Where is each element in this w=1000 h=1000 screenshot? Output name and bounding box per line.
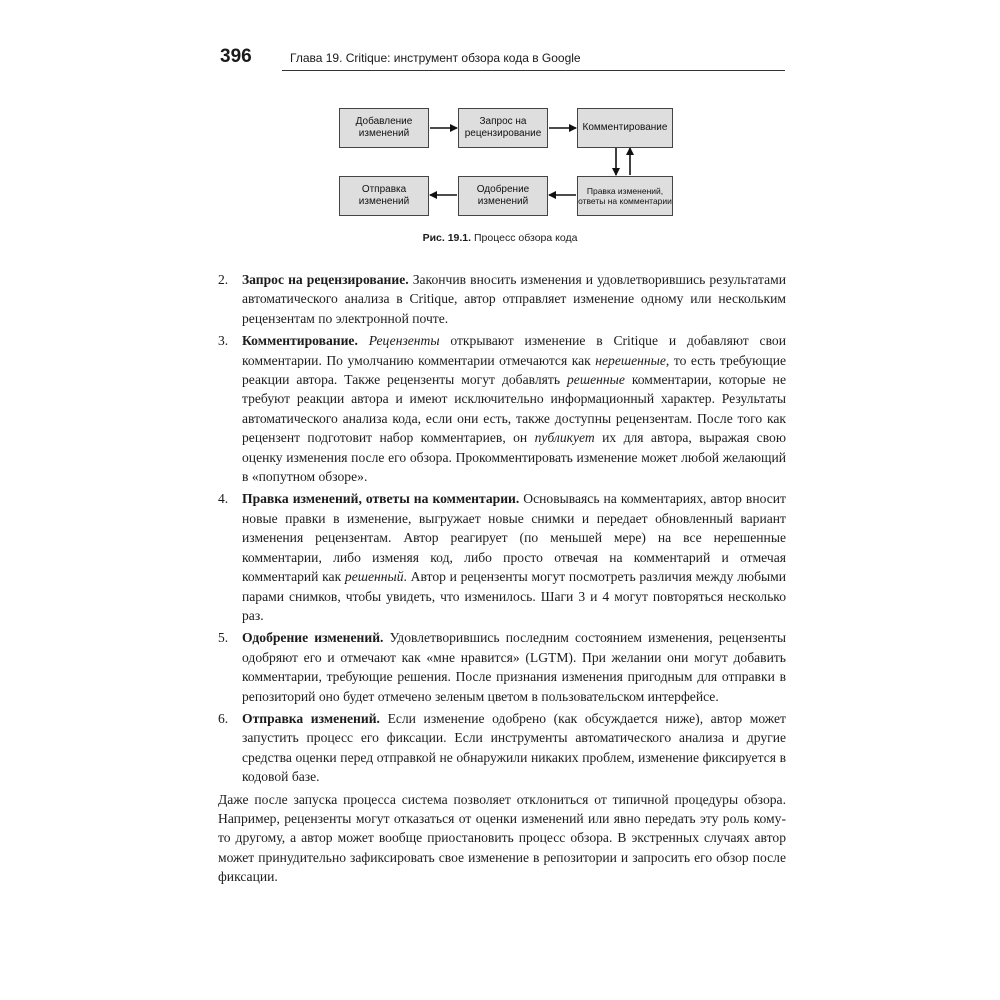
list-item-heading: Правка изменений, ответы на комментарии. [242,491,520,507]
list-item-heading: Одобрение изменений. [242,630,384,646]
list-item-number: 6. [218,710,229,726]
list-item [218,331,786,486]
list-item [218,489,786,625]
steps-list [218,270,786,787]
list-item-number: 4. [218,491,229,507]
list-item-text: комментарии, которые не требуют реакции автора и имеют исключительно информационный характер. Результаты автоматического анализа кода, если они есть, также доступны рецензентам. После того как рецензент подготовит набор комментариев, он [242,372,786,446]
emphasized-term: нерешенные [595,352,666,368]
list-item [218,628,786,706]
box-add-changes: Добавление изменений [339,108,429,148]
box-review-request: Запрос на рецензирование [458,108,548,148]
list-item-number: 2. [218,272,229,287]
body-text [218,270,786,887]
emphasized-term: Рецензенты [368,333,440,349]
list-item-text: Закончив вносить изменения и удовлетворившись результатами автоматического анализа в Critique, автор отправляет изменение одному или нескольким рецензентам по электронной почте. [242,272,786,326]
list-item-text: Основываясь на комментариях, автор вносит новые правки в изменение, выгружает новые снимки и передает обновленный вариант изменения рецензентам. Автор реагирует (по меньшей мере) на все нерешенные комментарии, либо изменяя код, либо просто отвечая на комментарий и отмечая комментарий как [242,491,786,585]
list-item-text: . Автор и рецензенты могут посмотреть различия между любыми парами снимков, чтобы увидеть, что изменилось. Шаги 3 и 4 могут повторяться несколько раз. [242,569,786,623]
running-title: Глава 19. Critique: инструмент обзора кода в Google [290,51,581,65]
list-item-text: , то есть требующие реакции автора. Также рецензенты могут добавлять [242,352,787,388]
list-item-text: Если изменение одобрено (как обсуждается ниже), автор может запустить процесс его фиксации. Если инструменты автоматического анализа и другие средства оценки перед отправкой не обнаружили никаких проблем, изменение фиксируется в кодовой базе. [242,710,786,785]
box-fix-changes: Правка изменений, ответы на комментарии [577,176,673,216]
header-rule [282,70,785,71]
list-item-text [358,333,369,348]
page-number: 396 [220,46,252,67]
closing-paragraph: Даже после запуска процесса система позволяет отклониться от типичной процедуры обзора. Например, рецензенты могут отказаться от оценки изменений или явно передать эту роль кому-то другому, а автор может вообще приостановить процесс обзора. В экстренных случаях автор может принудительно зафиксировать свое изменение в репозитории и запросить его обзор после фиксации. [218,791,786,885]
figure-caption [320,232,680,244]
list-item-heading: Комментирование. [242,333,358,349]
page-header [220,42,785,74]
emphasized-term: решенный [344,569,404,585]
review-process-diagram [337,102,677,222]
emphasized-term: публикует [534,430,595,446]
list-item [218,709,786,787]
box-approve-changes: Одобрение изменений [458,176,548,216]
list-item [218,270,786,328]
list-item-text: Удовлетворившись последним состоянием изменения, рецензенты одобряют его и отмечают как «мне нравится» (LGTM). При желании они могут добавить комментарии, требующие решения. После признания изменения пригодным для отправки в репозиторий оно будет отмечено зеленым цветом в пользовательском интерфейсе. [242,630,786,704]
box-submit-changes: Отправка изменений [339,176,429,216]
emphasized-term: решенные [567,372,625,388]
list-item-number: 5. [218,630,229,646]
list-item-text: их для автора, выражая свою оценку изменения после его обзора. Прокомментировать изменение может любой желающий в «попутном обзоре». [242,430,786,485]
caption-text: Процесс обзора кода [474,232,578,244]
list-item-text: открывают изменение в Critique и добавляют свои комментарии. По умолчанию комментарии отмечаются как [242,333,786,368]
box-commenting: Комментирование [577,108,673,148]
list-item-heading: Запрос на рецензирование. [242,272,409,287]
list-item-number: 3. [218,333,229,349]
caption-label: Рис. 19.1. [422,232,472,244]
list-item-heading: Отправка изменений. [242,710,380,726]
